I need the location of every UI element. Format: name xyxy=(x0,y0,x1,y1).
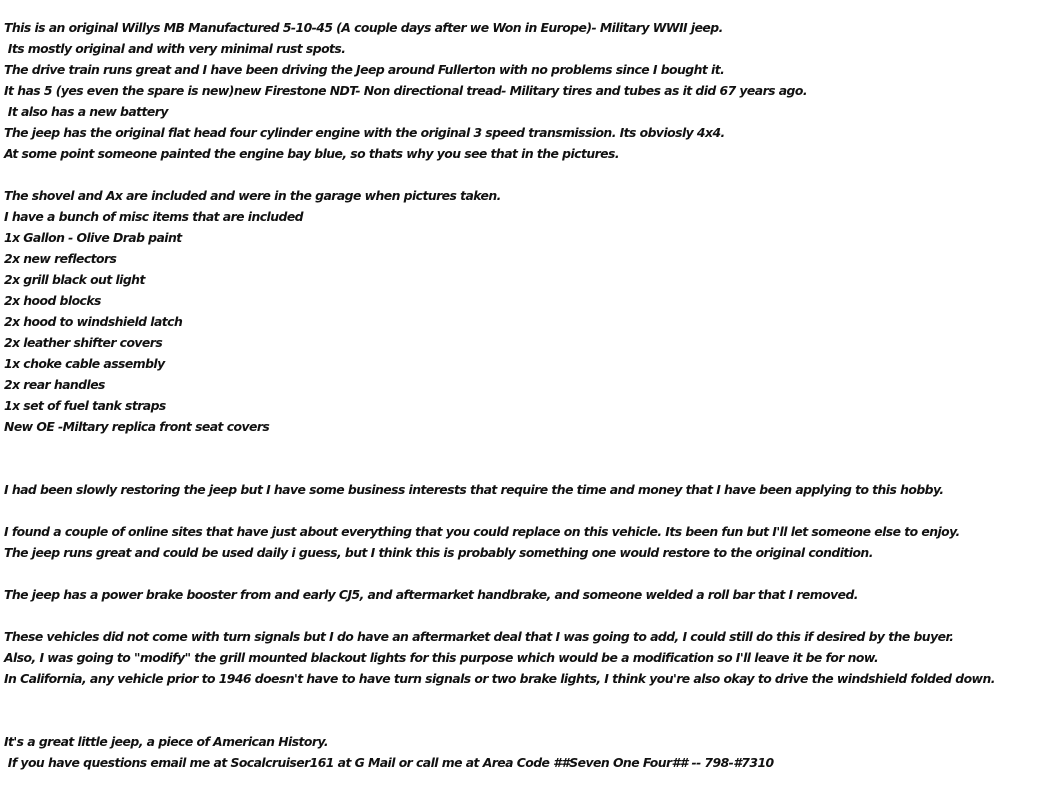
item-line: New OE -Miltary replica front seat covers xyxy=(4,419,270,434)
blank-line xyxy=(4,500,1034,521)
text-line: The shovel and Ax are included and were in the garage when pictures taken. xyxy=(4,188,501,203)
item-line: 2x hood to windshield latch xyxy=(4,314,183,329)
blank-line xyxy=(4,164,1034,185)
item-line: 2x new reflectors xyxy=(4,251,117,266)
item-line: 1x set of fuel tank straps xyxy=(4,398,166,413)
text-line: This is an original Willys MB Manufactured 5-10-45 (A couple days after we Won in Europe)- Military WWII jeep. xyxy=(4,20,723,35)
blank-line xyxy=(4,563,1034,584)
listing-text xyxy=(4,17,1034,773)
text-line: In California, any vehicle prior to 1946 doesn't have to have turn signals or two brake lights, I think you're also okay to drive the windshield folded down. xyxy=(4,671,995,686)
text-line: I found a couple of online sites that have just about everything that you could replace on this vehicle. Its been fun but I'll let someone else to enjoy. xyxy=(4,524,960,539)
text-line: The jeep has the original flat head four cylinder engine with the original 3 speed transmission. Its obviosly 4x4. xyxy=(4,125,725,140)
text-line: It also has a new battery xyxy=(4,104,168,119)
text-line: I have a bunch of misc items that are included xyxy=(4,209,304,224)
text-line: It's a great little jeep, a piece of American History. xyxy=(4,734,328,749)
item-line: 2x hood blocks xyxy=(4,293,101,308)
blank-line xyxy=(4,710,1034,731)
item-line: 1x choke cable assembly xyxy=(4,356,165,371)
text-line: The jeep runs great and could be used daily i guess, but I think this is probably something one would restore to the original condition. xyxy=(4,545,873,560)
item-line: 2x rear handles xyxy=(4,377,105,392)
text-line: These vehicles did not come with turn signals but I do have an aftermarket deal that I was going to add, I could still do this if desired by the buyer. xyxy=(4,629,954,644)
text-line: The jeep has a power brake booster from and early CJ5, and aftermarket handbrake, and someone welded a roll bar that I removed. xyxy=(4,587,858,602)
blank-line xyxy=(4,458,1034,479)
blank-line xyxy=(4,689,1034,710)
text-line: The drive train runs great and I have been driving the Jeep around Fullerton with no problems since I bought it. xyxy=(4,62,725,77)
blank-line xyxy=(4,605,1034,626)
text-line: It has 5 (yes even the spare is new)new Firestone NDT- Non directional tread- Military tires and tubes as it did 67 years ago. xyxy=(4,83,807,98)
item-line: 2x grill black out light xyxy=(4,272,145,287)
text-line: I had been slowly restoring the jeep but I have some business interests that require the time and money that I have been applying to this hobby. xyxy=(4,482,944,497)
item-line: 1x Gallon - Olive Drab paint xyxy=(4,230,182,245)
contact-line: If you have questions email me at Socalcruiser161 at G Mail or call me at Area Code ##Seven One Four## -- 798-#7310 xyxy=(4,755,774,770)
text-line: At some point someone painted the engine bay blue, so thats why you see that in the pictures. xyxy=(4,146,619,161)
text-line: Also, I was going to "modify" the grill mounted blackout lights for this purpose which would be a modification so I'll leave it be for now. xyxy=(4,650,879,665)
item-line: 2x leather shifter covers xyxy=(4,335,163,350)
blank-line xyxy=(4,437,1034,458)
text-line: Its mostly original and with very minimal rust spots. xyxy=(4,41,346,56)
